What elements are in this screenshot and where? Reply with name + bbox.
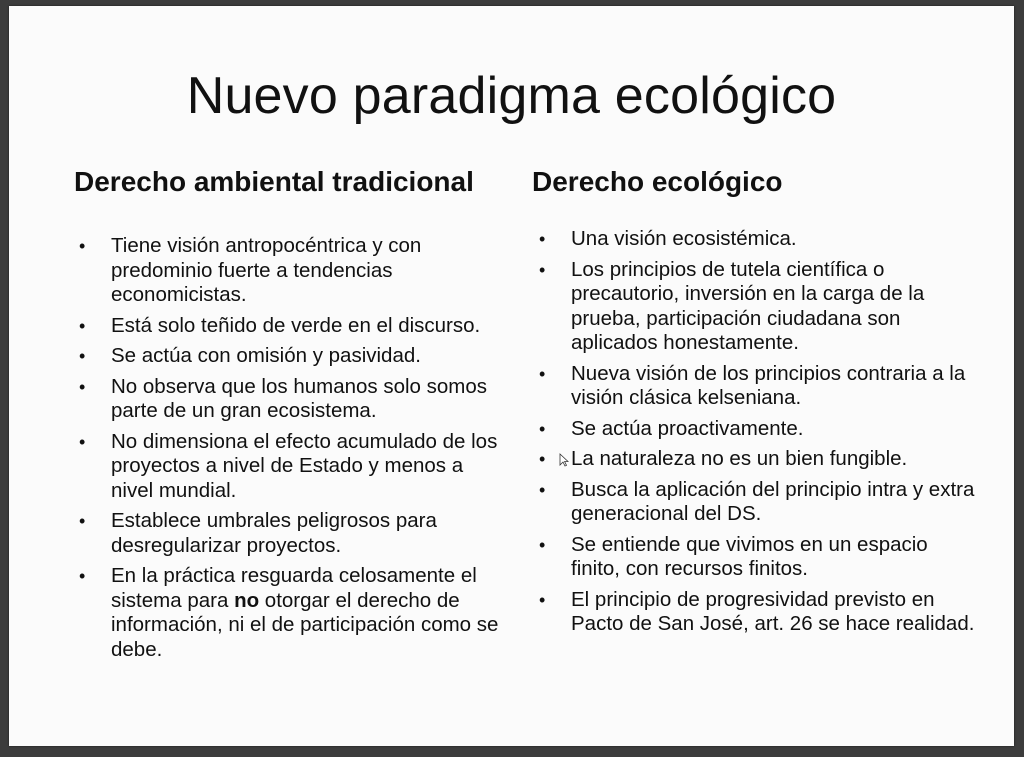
- left-bullet-list: [67, 234, 507, 668]
- bullet-icon: •: [79, 511, 86, 531]
- bullet-icon: •: [539, 229, 546, 249]
- bullet-icon: •: [539, 259, 546, 280]
- list-item-text: El principio de progresividad previsto en Pacto de San José, art. 26 se hace realidad.: [571, 587, 975, 635]
- bullet-icon: •: [539, 534, 546, 555]
- list-item-text: Establece umbrales peligrosos para desregularizar proyectos.: [111, 509, 437, 557]
- bullet-icon: •: [79, 376, 86, 397]
- list-item: [67, 314, 507, 339]
- list-item-text: Nueva visión de los principios contraria a la visión clásica kelseniana.: [571, 361, 966, 409]
- bullet-icon: •: [539, 479, 546, 500]
- right-bullet-list: [527, 227, 977, 643]
- list-item-text-bold: no: [234, 588, 260, 612]
- list-item: [67, 564, 507, 662]
- list-item-text: Se actúa con omisión y pasividad.: [111, 344, 421, 367]
- right-column-heading: Derecho ecológico: [532, 166, 783, 197]
- list-item-text: Una visión ecosistémica.: [571, 227, 797, 250]
- list-item-text: Busca la aplicación del principio intra y extra generacional del DS.: [571, 477, 975, 525]
- bullet-icon: •: [539, 589, 546, 610]
- list-item: [527, 417, 977, 442]
- list-item: [67, 375, 507, 424]
- bullet-icon: •: [539, 449, 546, 469]
- left-column-heading: Derecho ambiental tradicional: [74, 166, 474, 197]
- list-item: [67, 509, 507, 558]
- bullet-icon: •: [79, 236, 86, 256]
- list-item: [527, 588, 977, 637]
- list-item-text: La naturaleza no es un bien fungible.: [571, 447, 908, 470]
- list-item: [67, 344, 507, 369]
- slide-title: Nuevo paradigma ecológico: [186, 67, 837, 125]
- list-item: [67, 234, 507, 308]
- list-item: [527, 258, 977, 356]
- list-item-text-before: En la práctica resguarda celosamente el sistema para: [111, 564, 477, 612]
- bullet-icon: •: [79, 346, 86, 366]
- bullet-icon: •: [79, 315, 86, 336]
- list-item-text: No dimensiona el efecto acumulado de los proyectos a nivel de Estado y menos a nivel mundial.: [111, 429, 498, 502]
- list-item-text: Se actúa proactivamente.: [571, 416, 804, 440]
- list-item-text-after: otorgar el derecho de información, ni el de participación como se debe.: [111, 588, 499, 661]
- bullet-icon: •: [539, 418, 546, 439]
- bullet-icon: •: [79, 431, 86, 452]
- list-item: [527, 362, 977, 411]
- list-item-text: No observa que los humanos solo somos parte de un gran ecosistema.: [111, 374, 488, 422]
- list-item: [67, 430, 507, 504]
- list-item-text: Los principios de tutela científica o precautorio, inversión en la carga de la prueba, participación ciudadana son aplicados honestamente.: [571, 257, 925, 354]
- list-item: [527, 227, 977, 252]
- list-item-text: Está solo teñido de verde en el discurso.: [111, 313, 481, 337]
- list-item-text: Tiene visión antropocéntrica y con predominio fuerte a tendencias economicistas.: [111, 234, 422, 306]
- bullet-icon: •: [539, 363, 546, 384]
- list-item: [527, 533, 977, 582]
- list-item-text: Se entiende que vivimos en un espacio finito, con recursos finitos.: [571, 532, 928, 580]
- mouse-pointer-icon: [559, 453, 569, 467]
- slide: [9, 6, 1014, 746]
- list-item: [527, 478, 977, 527]
- bullet-icon: •: [79, 566, 86, 586]
- list-item: [527, 447, 977, 472]
